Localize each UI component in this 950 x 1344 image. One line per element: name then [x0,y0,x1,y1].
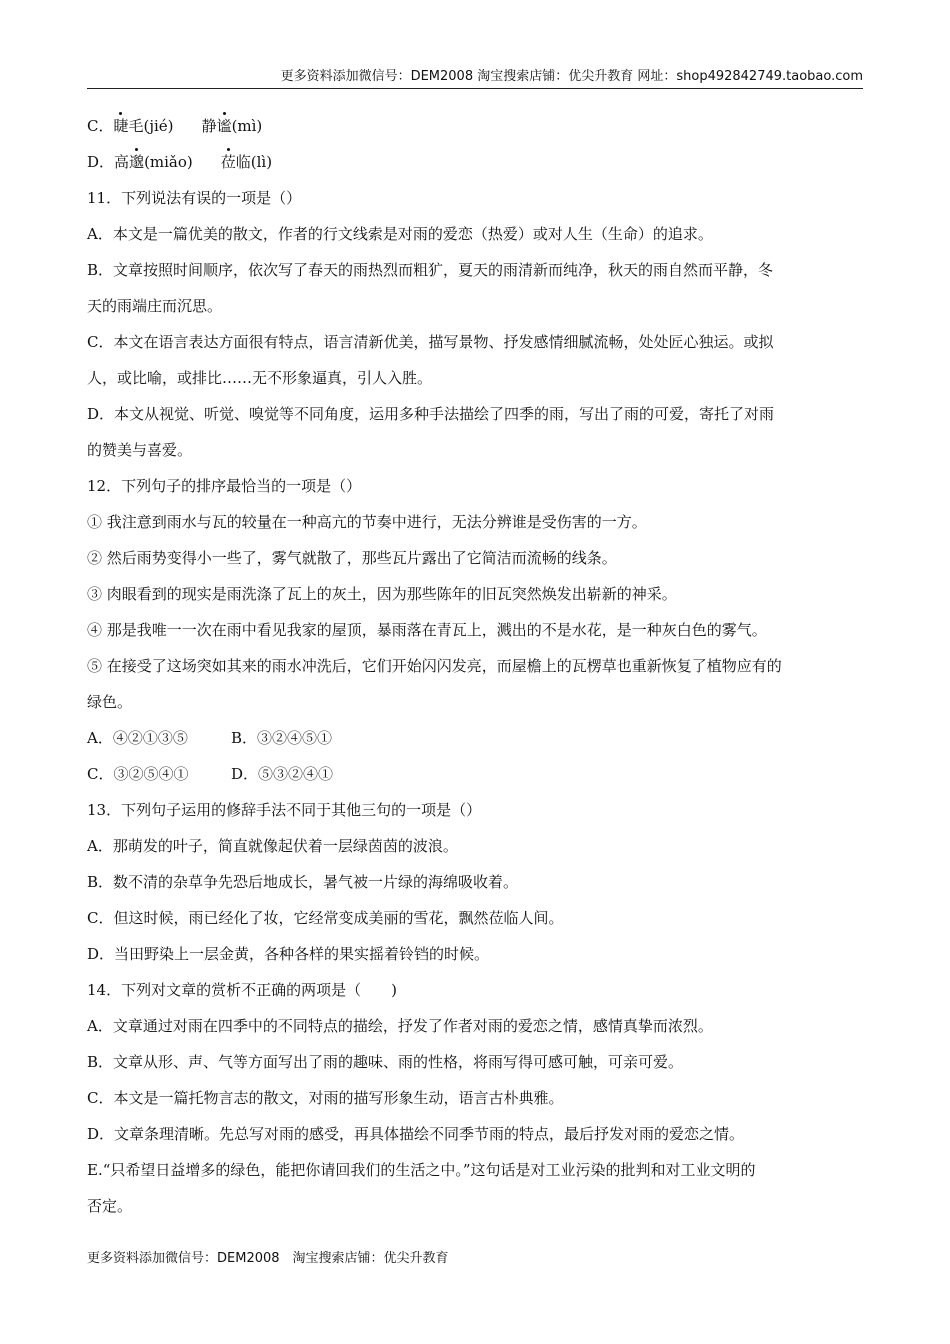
q12-option-d: D．⑤③②④① [231,765,334,783]
q12-sentence-2: ② 然后雨势变得小一些了，雾气就散了，那些瓦片露出了它简洁而流畅的线条。 [87,549,617,567]
q12-options-ab [87,720,863,756]
q13-stem: 13．下列句子运用的修辞手法不同于其他三句的一项是（） [87,801,482,819]
q11-option-a: A．本文是一篇优美的散文，作者的行文线索是对雨的爱恋（热爱）或对人生（生命）的追求。 [87,225,713,243]
q12-option-b: B．③②④⑤① [231,729,333,747]
q12-sentence-3: ③ 肉眼看到的现实是雨洗涤了瓦上的灰土，因为那些陈年的旧瓦突然焕发出崭新的神采。 [87,585,677,603]
page-footer: 更多资料添加微信号：DEM2008 淘宝搜索店铺：优尖升教育 [87,1251,449,1266]
word-text: (mì) [231,117,263,135]
page-header: 更多资料添加微信号：DEM2008 淘宝搜索店铺：优尖升教育 网址：shop492842749.taobao.com [87,66,863,89]
q11-stem: 11．下列说法有误的一项是（） [87,189,302,207]
word-text: 毛(jié) [128,117,174,135]
q11-option-c: C．本文在语言表达方面很有特点，语言清新优美，描写景物、抒发感情细腻流畅，处处匠心独运。或拟 [87,333,774,351]
q14-stem: 14．下列对文章的赏析不正确的两项是（ ) [87,981,397,999]
q13-option-a: A．那萌发的叶子，简直就像起伏着一层绿茵茵的波浪。 [87,837,458,855]
q12-sentence-5: ⑤ 在接受了这场突如其来的雨水冲洗后，它们开始闪闪发亮，而屋檐上的瓦楞草也重新恢复了植物应有的 [87,657,782,675]
q12-option-a: A．④②①③⑤ [87,729,188,747]
q12-sentence-5-cont: 绿色。 [87,693,133,711]
page-content [87,108,863,1224]
word-text: (miǎo) [144,153,193,171]
q13-option-c: C．但这时候，雨已经化了妆，它经常变成美丽的雪花，飘然莅临人间。 [87,909,564,927]
word-text: 临(lì) [235,153,273,171]
q13-option-d: D．当田野染上一层金黄，各种各样的果实摇着铃铛的时候。 [87,945,490,963]
q10-option-d [87,144,863,180]
q10-option-c [87,108,863,144]
q13-option-b: B．数不清的杂草争先恐后地成长，暑气被一片绿的海绵吸收着。 [87,873,519,891]
q14-option-c: C．本文是一篇托物言志的散文，对雨的描写形象生动，语言古朴典雅。 [87,1089,564,1107]
option-label: D． [87,153,115,171]
q14-option-a: A．文章通过对雨在四季中的不同特点的描绘，抒发了作者对雨的爱恋之情，感情真挚而浓烈。 [87,1017,713,1035]
emphasis-dot-char: 莅 [221,144,236,180]
word-text: 高 [114,153,130,171]
q12-stem: 12．下列句子的排序最恰当的一项是（） [87,477,362,495]
q12-options-cd [87,756,863,792]
q11-option-b: B．文章按照时间顺序，依次写了春天的雨热烈而粗犷，夏天的雨清新而纯净，秋天的雨自然而平静，冬 [87,261,774,279]
q14-option-d: D．文章条理清晰。先总写对雨的感受，再具体描绘不同季节雨的特点，最后抒发对雨的爱恋之情。 [87,1125,745,1143]
q14-option-e: E.“只希望日益增多的绿色，能把你请回我们的生活之中。”这句话是对工业污染的批判和对工业文明的 [87,1161,756,1179]
q11-option-d: D．本文从视觉、听觉、嗅觉等不同角度，运用多种手法描绘了四季的雨，写出了雨的可爱，寄托了对雨 [87,405,775,423]
word-text: 静 [201,117,217,135]
q11-option-c-cont: 人，或比喻，或排比……无不形象逼真，引人入胜。 [87,369,433,387]
q14-option-e-cont: 否定。 [87,1197,133,1215]
q12-option-c: C．③②⑤④① [87,765,189,783]
q11-option-b-cont: 天的雨端庄而沉思。 [87,297,223,315]
q14-option-b: B．文章从形、声、气等方面写出了雨的趣味、雨的性格，将雨写得可感可触，可亲可爱。 [87,1053,684,1071]
emphasis-dot-char: 睫 [113,108,128,144]
q12-sentence-4: ④ 那是我唯一一次在雨中看见我家的屋顶，暴雨落在青瓦上，溅出的不是水花，是一种灰白色的雾气。 [87,621,767,639]
emphasis-dot-char: 邈 [129,144,144,180]
q11-option-d-cont: 的赞美与喜爱。 [87,441,193,459]
q12-sentence-1: ① 我注意到雨水与瓦的较量在一种高亢的节奏中进行，无法分辨谁是受伤害的一方。 [87,513,647,531]
option-label: C． [87,117,114,135]
emphasis-dot-char: 谧 [217,108,232,144]
